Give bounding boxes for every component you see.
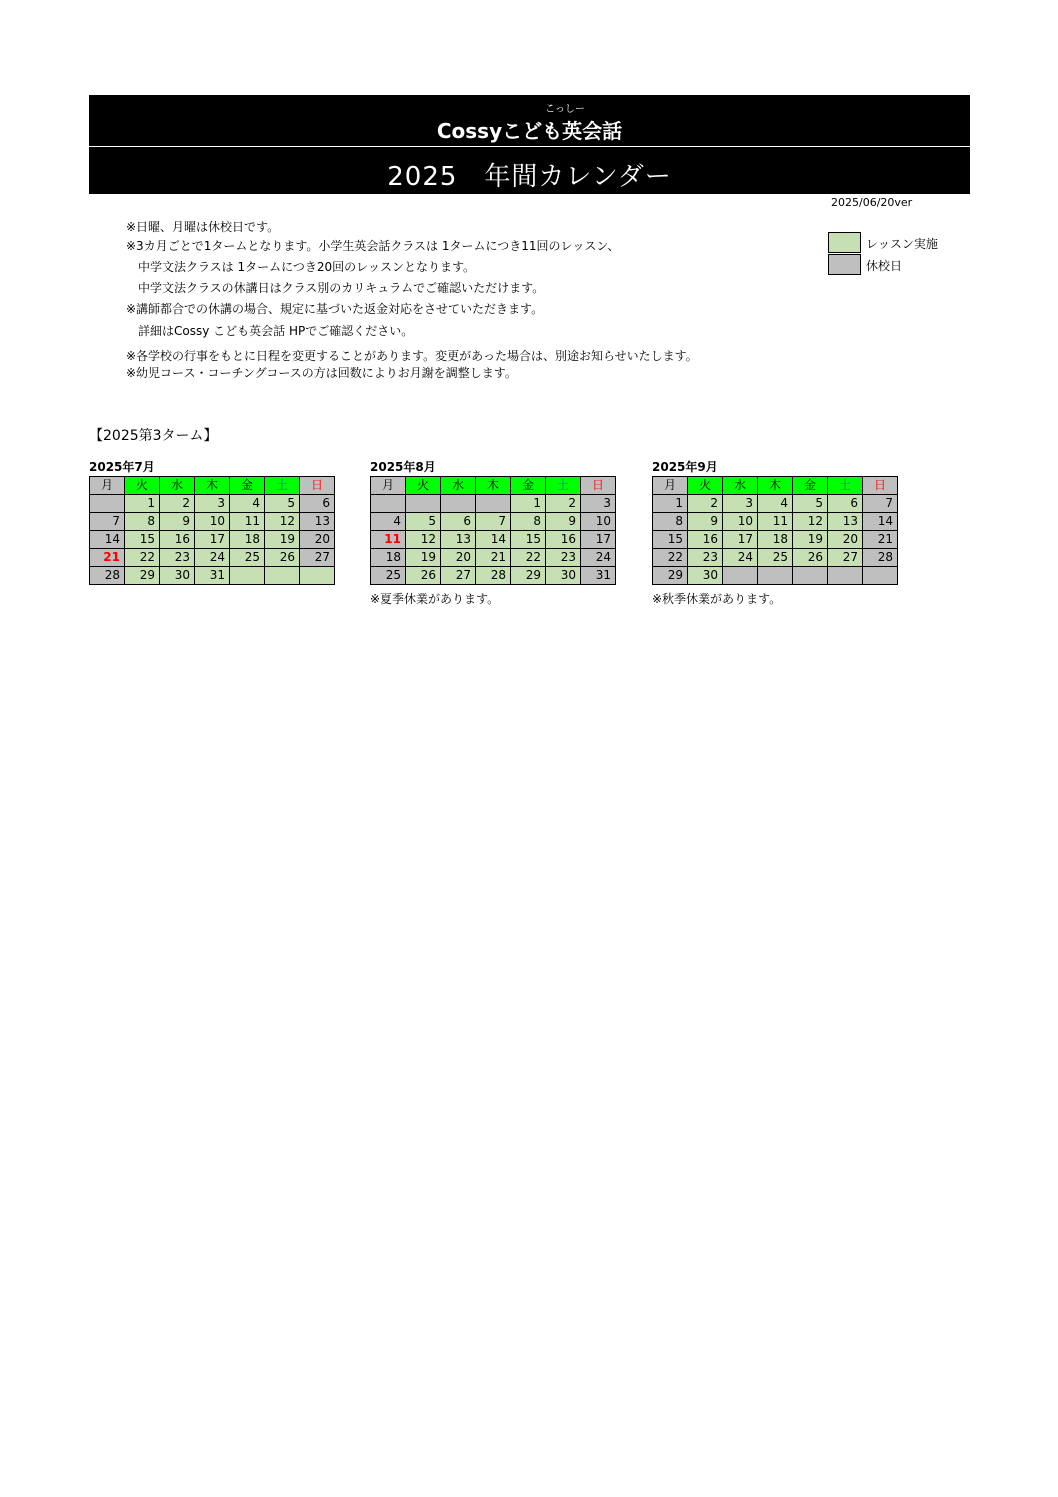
note-line: 中学文法クラスは 1タームにつき20回のレッスンとなります。	[126, 260, 476, 274]
day-cell: 22	[511, 549, 546, 567]
day-cell: 13	[300, 513, 335, 531]
day-cell: 10	[195, 513, 230, 531]
day-cell: 2	[546, 495, 581, 513]
brand-name: Cossyこども英会話	[436, 119, 623, 143]
day-cell: 9	[160, 513, 195, 531]
day-cell: 21	[90, 549, 125, 567]
day-cell: 30	[546, 567, 581, 585]
weekday-header: 金	[793, 477, 828, 495]
day-cell: 27	[441, 567, 476, 585]
empty-day-cell	[300, 567, 335, 585]
week-row	[653, 549, 898, 567]
empty-day-cell	[476, 495, 511, 513]
week-row	[653, 531, 898, 549]
day-cell: 8	[511, 513, 546, 531]
week-row	[371, 567, 616, 585]
day-cell: 27	[300, 549, 335, 567]
day-cell: 14	[476, 531, 511, 549]
month-calendar	[89, 458, 337, 585]
week-row	[371, 513, 616, 531]
weekday-header-row	[90, 477, 335, 495]
lesson-swatch	[828, 232, 861, 253]
day-cell: 23	[546, 549, 581, 567]
day-cell: 31	[195, 567, 230, 585]
weekday-header: 水	[441, 477, 476, 495]
day-cell: 24	[581, 549, 616, 567]
week-row	[653, 567, 898, 585]
weekday-header: 土	[546, 477, 581, 495]
empty-day-cell	[265, 567, 300, 585]
empty-day-cell	[230, 567, 265, 585]
weekday-header: 日	[863, 477, 898, 495]
page-title: 2025 年間カレンダー	[387, 162, 672, 192]
weekday-header: 水	[723, 477, 758, 495]
day-cell: 26	[265, 549, 300, 567]
month-calendar	[370, 458, 618, 607]
term-title: 【2025第3ターム】	[89, 428, 218, 444]
day-cell: 10	[723, 513, 758, 531]
calendar-table	[370, 476, 616, 585]
day-cell: 13	[828, 513, 863, 531]
day-cell: 6	[441, 513, 476, 531]
day-cell: 25	[230, 549, 265, 567]
day-cell: 26	[793, 549, 828, 567]
day-cell: 11	[758, 513, 793, 531]
day-cell: 20	[828, 531, 863, 549]
off-swatch	[828, 254, 861, 275]
day-cell: 29	[125, 567, 160, 585]
day-cell: 14	[863, 513, 898, 531]
note-line: ※3カ月ごとで1タームとなります。小学生英会話クラスは 1タームにつき11回のレッスン、	[126, 239, 620, 253]
day-cell: 20	[300, 531, 335, 549]
day-cell: 9	[688, 513, 723, 531]
week-row	[653, 513, 898, 531]
note-line: ※日曜、月曜は休校日です。	[126, 220, 280, 234]
day-cell: 12	[406, 531, 441, 549]
day-cell: 19	[265, 531, 300, 549]
day-cell: 13	[441, 531, 476, 549]
day-cell: 5	[406, 513, 441, 531]
day-cell: 8	[125, 513, 160, 531]
day-cell: 8	[653, 513, 688, 531]
empty-day-cell	[90, 495, 125, 513]
day-cell: 25	[758, 549, 793, 567]
day-cell: 9	[546, 513, 581, 531]
month-title: 2025年8月	[370, 460, 436, 474]
header-divider	[89, 146, 970, 147]
day-cell: 11	[371, 531, 406, 549]
note-line: ※各学校の行事をもとに日程を変更することがあります。変更があった場合は、別途お知らせいたします。	[126, 349, 698, 363]
weekday-header-row	[653, 477, 898, 495]
day-cell: 18	[371, 549, 406, 567]
weekday-header-row	[371, 477, 616, 495]
weekday-header: 木	[758, 477, 793, 495]
week-row	[90, 531, 335, 549]
weekday-header: 水	[160, 477, 195, 495]
day-cell: 2	[688, 495, 723, 513]
empty-day-cell	[758, 567, 793, 585]
day-cell: 28	[476, 567, 511, 585]
day-cell: 28	[90, 567, 125, 585]
day-cell: 5	[793, 495, 828, 513]
week-row	[90, 567, 335, 585]
week-row	[371, 549, 616, 567]
weekday-header: 日	[581, 477, 616, 495]
note-line: ※幼児コース・コーチングコースの方は回数によりお月謝を調整します。	[126, 366, 517, 380]
day-cell: 6	[300, 495, 335, 513]
day-cell: 25	[371, 567, 406, 585]
empty-day-cell	[863, 567, 898, 585]
day-cell: 17	[195, 531, 230, 549]
week-row	[371, 495, 616, 513]
day-cell: 15	[125, 531, 160, 549]
weekday-header: 金	[230, 477, 265, 495]
month-note: ※秋季休業があります。	[652, 592, 782, 606]
day-cell: 16	[688, 531, 723, 549]
weekday-header: 火	[406, 477, 441, 495]
calendar-table	[652, 476, 898, 585]
day-cell: 5	[265, 495, 300, 513]
empty-day-cell	[441, 495, 476, 513]
weekday-header: 金	[511, 477, 546, 495]
weekday-header: 月	[371, 477, 406, 495]
header-banner	[89, 95, 970, 194]
weekday-header: 木	[195, 477, 230, 495]
weekday-header: 日	[300, 477, 335, 495]
day-cell: 4	[230, 495, 265, 513]
empty-day-cell	[793, 567, 828, 585]
day-cell: 20	[441, 549, 476, 567]
day-cell: 14	[90, 531, 125, 549]
weekday-header: 火	[125, 477, 160, 495]
month-title: 2025年9月	[652, 460, 718, 474]
day-cell: 19	[406, 549, 441, 567]
day-cell: 1	[125, 495, 160, 513]
day-cell: 12	[265, 513, 300, 531]
day-cell: 16	[546, 531, 581, 549]
empty-day-cell	[828, 567, 863, 585]
day-cell: 18	[758, 531, 793, 549]
day-cell: 1	[653, 495, 688, 513]
day-cell: 22	[653, 549, 688, 567]
month-note: ※夏季休業があります。	[370, 592, 500, 606]
day-cell: 21	[476, 549, 511, 567]
legend-lesson-label: レッスン実施	[866, 237, 938, 251]
day-cell: 29	[653, 567, 688, 585]
note-line: 中学文法クラスの休講日はクラス別のカリキュラムでご確認いただけます。	[126, 281, 545, 295]
week-row	[90, 513, 335, 531]
day-cell: 22	[125, 549, 160, 567]
day-cell: 10	[581, 513, 616, 531]
day-cell: 7	[476, 513, 511, 531]
day-cell: 6	[828, 495, 863, 513]
week-row	[371, 531, 616, 549]
day-cell: 29	[511, 567, 546, 585]
brand-ruby: こっしー	[545, 104, 585, 115]
day-cell: 24	[723, 549, 758, 567]
day-cell: 23	[160, 549, 195, 567]
day-cell: 7	[90, 513, 125, 531]
empty-day-cell	[723, 567, 758, 585]
calendar-table	[89, 476, 335, 585]
weekday-header: 月	[653, 477, 688, 495]
day-cell: 3	[723, 495, 758, 513]
day-cell: 4	[371, 513, 406, 531]
day-cell: 3	[195, 495, 230, 513]
day-cell: 12	[793, 513, 828, 531]
day-cell: 24	[195, 549, 230, 567]
day-cell: 1	[511, 495, 546, 513]
day-cell: 23	[688, 549, 723, 567]
version-label: 2025/06/20ver	[831, 196, 913, 209]
day-cell: 11	[230, 513, 265, 531]
day-cell: 30	[688, 567, 723, 585]
week-row	[90, 549, 335, 567]
month-calendar	[652, 458, 900, 607]
weekday-header: 月	[90, 477, 125, 495]
weekday-header: 土	[828, 477, 863, 495]
month-title: 2025年7月	[89, 460, 155, 474]
day-cell: 18	[230, 531, 265, 549]
day-cell: 15	[653, 531, 688, 549]
day-cell: 2	[160, 495, 195, 513]
weekday-header: 火	[688, 477, 723, 495]
note-line: 詳細はCossy こども英会話 HPでご確認ください。	[126, 324, 414, 338]
day-cell: 27	[828, 549, 863, 567]
day-cell: 26	[406, 567, 441, 585]
day-cell: 21	[863, 531, 898, 549]
day-cell: 3	[581, 495, 616, 513]
day-cell: 30	[160, 567, 195, 585]
day-cell: 31	[581, 567, 616, 585]
week-row	[653, 495, 898, 513]
day-cell: 15	[511, 531, 546, 549]
empty-day-cell	[371, 495, 406, 513]
day-cell: 28	[863, 549, 898, 567]
weekday-header: 木	[476, 477, 511, 495]
weekday-header: 土	[265, 477, 300, 495]
legend-off-label: 休校日	[866, 259, 903, 273]
day-cell: 16	[160, 531, 195, 549]
day-cell: 7	[863, 495, 898, 513]
day-cell: 17	[581, 531, 616, 549]
day-cell: 19	[793, 531, 828, 549]
day-cell: 17	[723, 531, 758, 549]
week-row	[90, 495, 335, 513]
day-cell: 4	[758, 495, 793, 513]
empty-day-cell	[406, 495, 441, 513]
note-line: ※講師都合での休講の場合、規定に基づいた返金対応をさせていただきます。	[126, 302, 544, 316]
